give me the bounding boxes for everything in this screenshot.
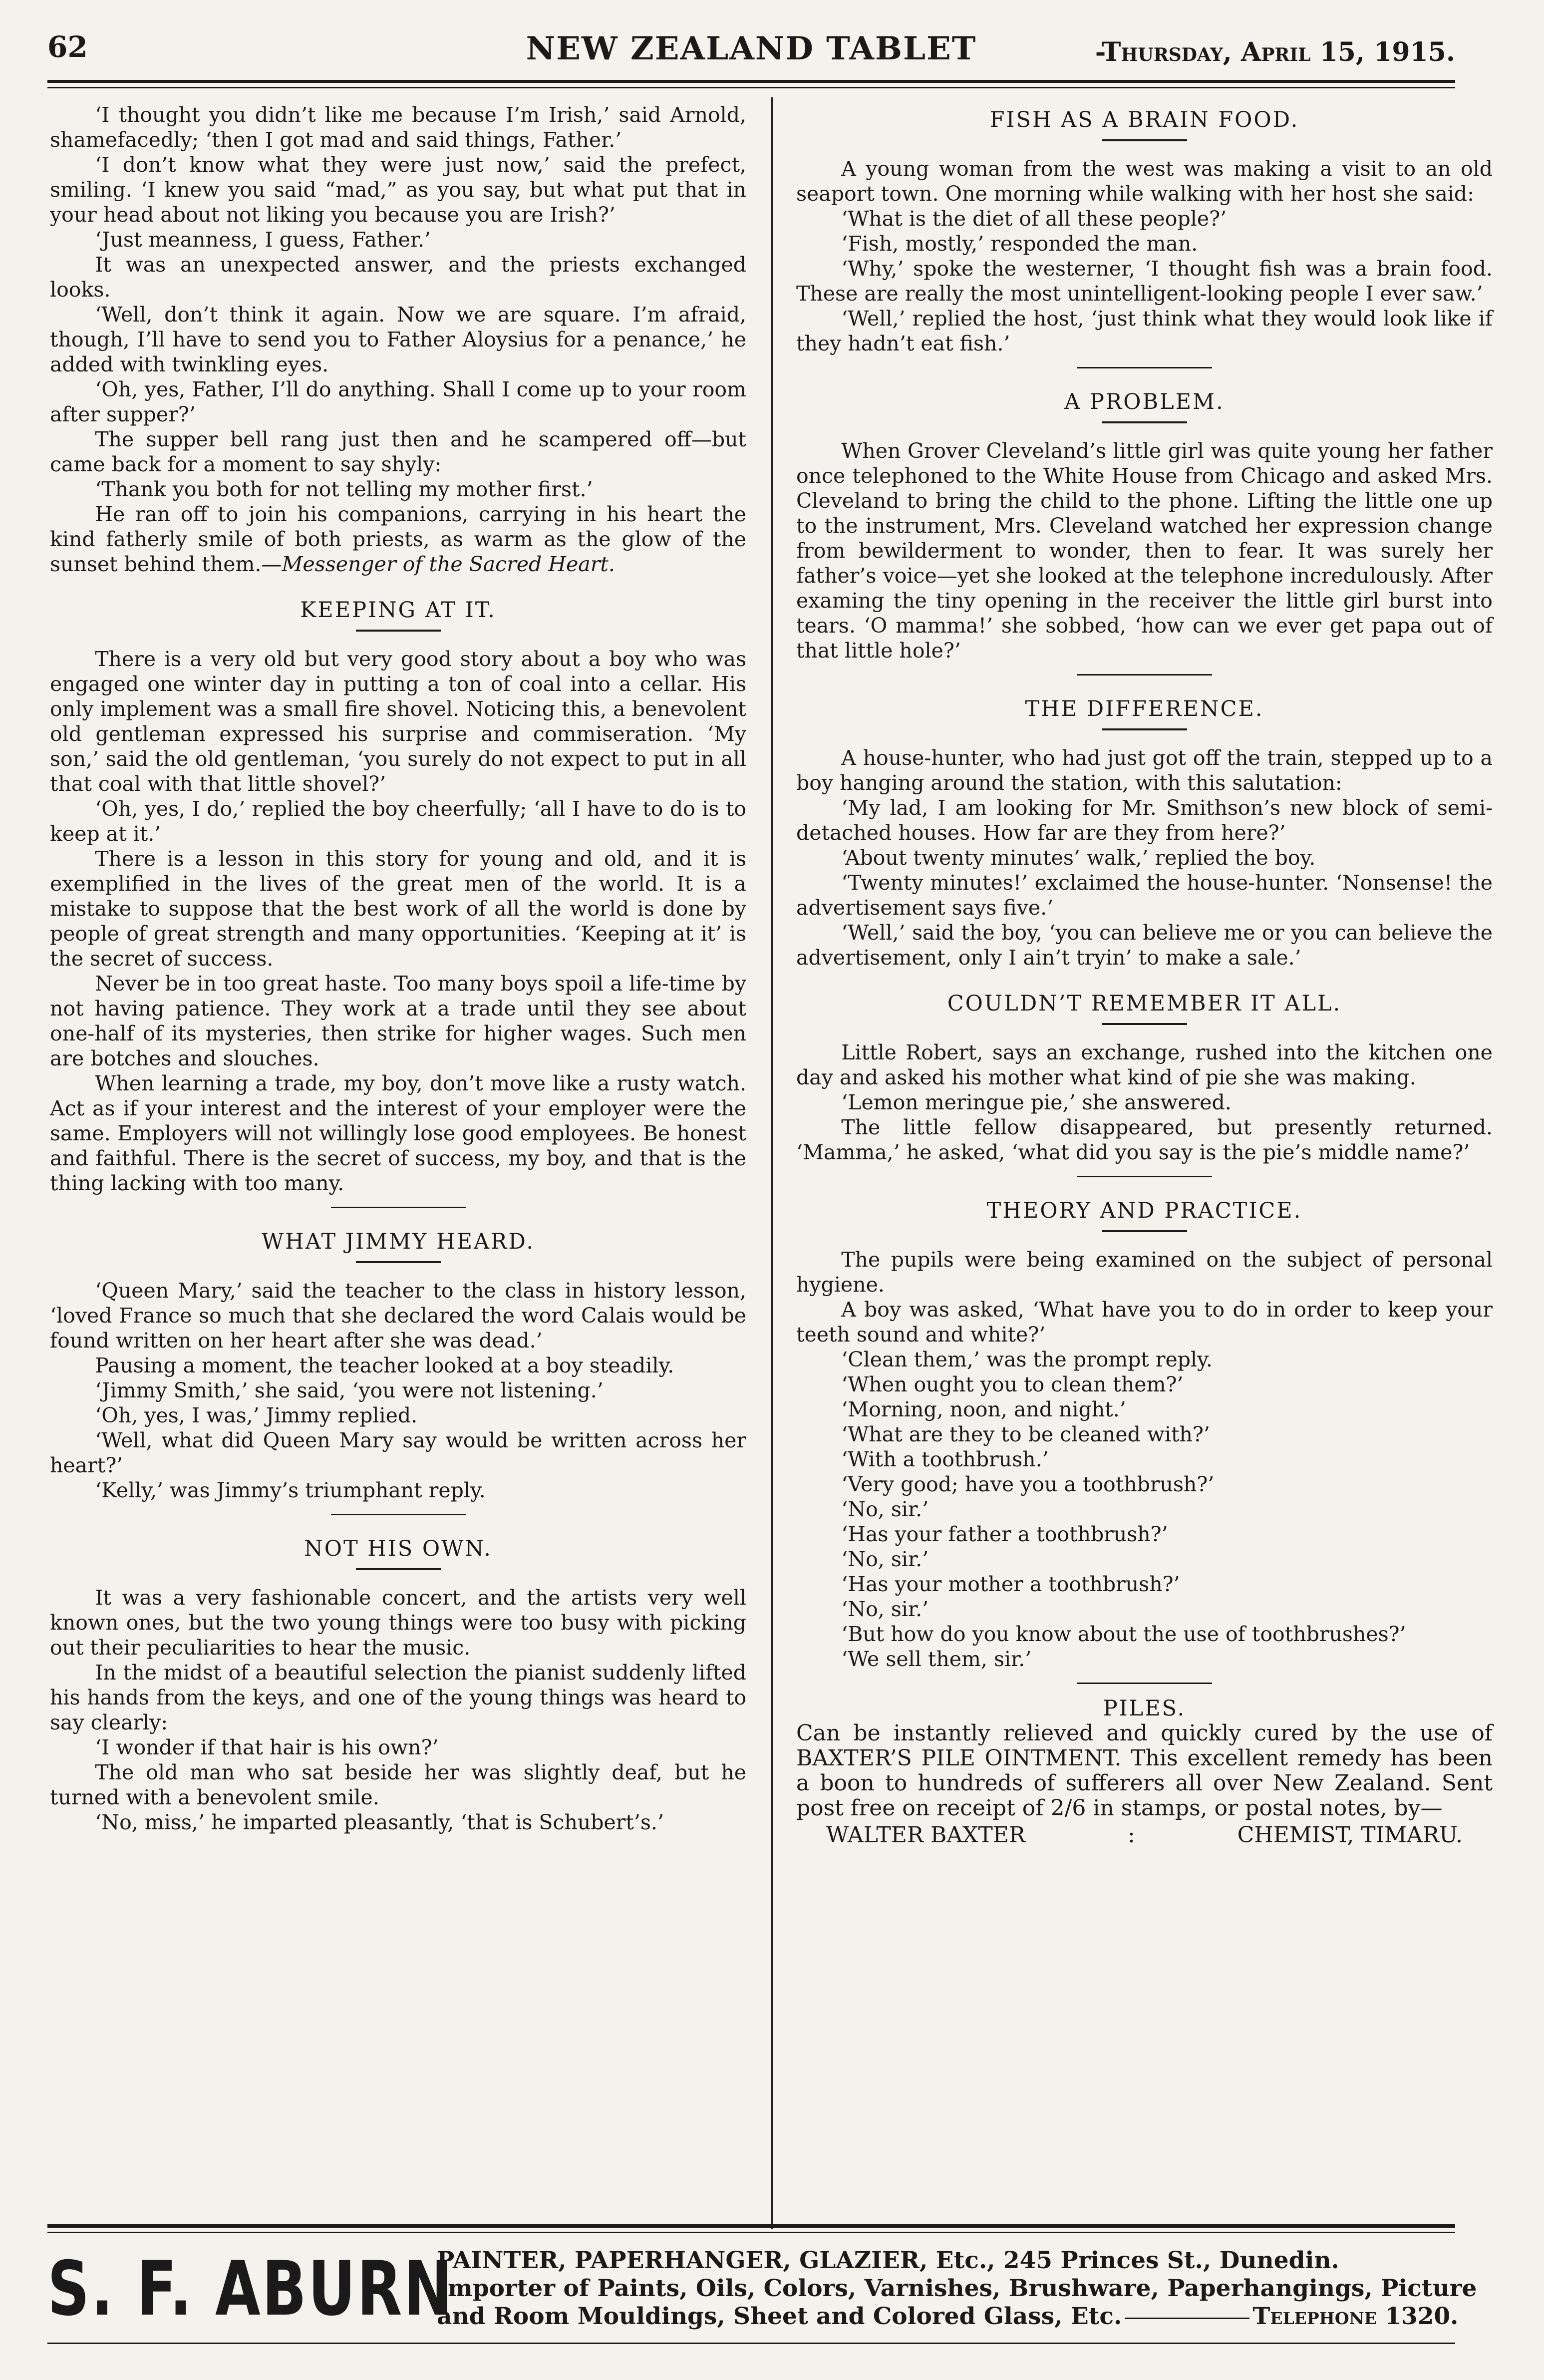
paragraph: ‘But how do you know about the use of toothbrushes?’ <box>841 1622 1406 1646</box>
advert-signature <box>796 1823 1493 1848</box>
paragraph: ‘I don’t know what they were just now,’ said the prefect, smiling. ‘I knew you said “mad,” as you say, but what put that in your head about not liking you because you are Irish?’ <box>50 153 746 227</box>
section-heading: KEEPING AT IT. <box>300 598 496 623</box>
heading-rule <box>1102 421 1187 423</box>
heading-rule <box>1102 139 1187 141</box>
paragraph-text: He ran off to join his companions, carrying in his heart the kind fatherly smile of both priests, as warm as the glow of the sunset behind them.— <box>50 502 746 576</box>
section-heading: NOT HIS OWN. <box>304 1536 492 1561</box>
paragraph: ‘Well, what did Queen Mary say would be written across her heart?’ <box>50 1428 746 1477</box>
article-the-difference <box>796 745 1493 970</box>
article-couldnt-remember <box>796 1040 1493 1165</box>
paragraph: ‘We sell them, sir.’ <box>841 1647 1032 1671</box>
heading-rule <box>1102 728 1187 730</box>
paragraph: ‘What are they to be cleaned with?’ <box>841 1422 1210 1446</box>
section-heading: THEORY AND PRACTICE. <box>986 1198 1302 1223</box>
heading-rule <box>356 1261 441 1263</box>
column-divider <box>771 97 773 2229</box>
advert-line: PAINTER, PAPERHANGER, GLAZIER, Etc., 245 Princes St., Dunedin. <box>437 2247 1339 2274</box>
paragraph: The supper bell rang just then and he scampered off—but came back for a moment to say shyly: <box>50 427 746 476</box>
advert-text: Can be instantly relieved and quickly cured by the use of BAXTER’S PILE OINTMENT. This excellent remedy has been a boon to hundreds of sufferers all over New Zealand. Sent post free on receipt of 2/6 in stamps, or postal notes, by— <box>796 1720 1493 1821</box>
paragraph: ‘Thank you both for not telling my mother first.’ <box>95 477 593 501</box>
paragraph: When Grover Cleveland’s little girl was quite young her father once telephoned to the White House from Chicago and asked Mrs. Cleveland to bring the child to the phone. Lifting the little one up to the instrument, Mrs. Cleveland watched her expression change from bewilderment to wonder, then to fear. It was surely her father’s voice—yet she looked at the telephone incredulously. After examing the tiny opening in the receiver the little girl burst into tears. ‘O mamma!’ she sobbed, ‘how can we ever get papa out of that little hole?’ <box>796 439 1493 663</box>
section-rule <box>1077 1683 1212 1684</box>
paragraph: The little fellow disappeared, but presently returned. ‘Mamma,’ he asked, ‘what did you say is the pie’s middle name?’ <box>796 1115 1493 1164</box>
paragraph: The old man who sat beside her was slightly deaf, but he turned with a benevolent smile. <box>50 1760 746 1809</box>
section-heading: THE DIFFERENCE. <box>1025 696 1264 721</box>
advertiser-name: WALTER BAXTER <box>826 1822 1026 1848</box>
telephone-number: Telephone 1320. <box>1252 2303 1459 2330</box>
section-heading: A PROBLEM. <box>1064 389 1225 414</box>
paragraph: ‘No, sir.’ <box>841 1497 929 1521</box>
signature-separator: : <box>1127 1822 1135 1848</box>
paragraph: A young woman from the west was making a visit to an old seaport town. One morning while walking with her host she said: <box>796 157 1493 206</box>
paragraph: ‘I thought you didn’t like me because I’m Irish,’ said Arnold, shamefacedly; ‘then I got mad and said things, Father.’ <box>50 103 746 152</box>
article-keeping-at-it <box>50 647 746 1196</box>
paragraph: ‘When ought you to clean them?’ <box>841 1372 1184 1396</box>
paragraph: Little Robert, says an exchange, rushed into the kitchen one day and asked his mother what kind of pie she was making. <box>796 1040 1493 1089</box>
paragraph: ‘About twenty minutes’ walk,’ replied the boy. <box>841 846 1316 870</box>
paragraph: ‘Clean them,’ was the prompt reply. <box>841 1348 1213 1371</box>
paragraph: ‘Twenty minutes!’ exclaimed the house-hunter. ‘Nonsense! the advertisement says five.’ <box>796 871 1493 920</box>
paragraph: ‘Oh, yes, I was,’ Jimmy replied. <box>95 1403 418 1427</box>
issue-date: -Thursday, April 15, 1915. <box>1095 37 1455 67</box>
paragraph: ‘No, sir.’ <box>841 1597 929 1621</box>
paragraph: The pupils were being examined on the subject of personal hygiene. <box>796 1248 1493 1297</box>
advert-line-text: and Room Mouldings, Sheet and Colored Glass, Etc. <box>437 2303 1122 2330</box>
phone-leader-rule <box>1125 2318 1249 2319</box>
masthead <box>47 26 1455 76</box>
paragraph: ‘With a toothbrush.’ <box>841 1447 1049 1471</box>
section-heading: COULDN’T REMEMBER IT ALL. <box>947 991 1342 1016</box>
heading-rule <box>356 630 441 632</box>
paragraph: It was a very fashionable concert, and the artists very well known ones, but the two young things were too busy with picking out their peculiarities to hear the music. <box>50 1586 746 1660</box>
section-heading: WHAT JIMMY HEARD. <box>261 1229 535 1254</box>
masthead-rule <box>47 80 1455 88</box>
article-theory-and-practice <box>796 1247 1493 1672</box>
source-credit: Messenger of the Sacred Heart. <box>282 552 615 576</box>
paragraph: ‘Why,’ spoke the westerner, ‘I thought fish was a brain food. These are really the most unintelligent-looking people I ever saw.’ <box>796 257 1493 306</box>
advertiser-location: CHEMIST, TIMARU. <box>1237 1822 1463 1848</box>
paragraph: In the midst of a beautiful selection the pianist suddenly lifted his hands from the keys, and one of the young things was heard to say clearly: <box>50 1661 746 1734</box>
section-heading: FISH AS A BRAIN FOOD. <box>989 107 1299 132</box>
left-column <box>50 102 746 1835</box>
heading-rule <box>1102 1023 1187 1025</box>
section-rule <box>1077 1176 1212 1177</box>
page-number: 62 <box>47 30 88 64</box>
advertiser-wordmark: S. F. ABURN <box>47 2246 454 2333</box>
article-fish-as-brain-food <box>796 156 1493 356</box>
paragraph: ‘Has your father a toothbrush?’ <box>841 1522 1168 1546</box>
paragraph: Pausing a moment, the teacher looked at a boy steadily. <box>95 1354 674 1377</box>
advert-top-rule-thin <box>47 2232 1455 2233</box>
paragraph: ‘Well, don’t think it again. Now we are square. I’m afraid, though, I’ll have to send you to Father Aloysius for a penance,’ he added with twinkling eyes. <box>50 303 746 376</box>
section-rule <box>331 1207 466 1208</box>
paragraph: ‘Well,’ said the boy, ‘you can believe me or you can believe the advertisement, only I ain’t tryin’ to make a sale.’ <box>796 921 1493 970</box>
paragraph: ‘Lemon meringue pie,’ she answered. <box>841 1090 1232 1114</box>
article-what-jimmy-heard <box>50 1278 746 1503</box>
bottom-advertisement <box>47 2246 1477 2333</box>
advert-top-rule <box>47 2224 1455 2228</box>
advert-details <box>437 2247 1477 2331</box>
section-rule <box>1077 674 1212 676</box>
paragraph: ‘Oh, yes, Father, I’ll do anything. Shall I come up to your room after supper?’ <box>50 377 746 426</box>
paragraph: ‘Oh, yes, I do,’ replied the boy cheerfully; ‘all I have to do is to keep at it.’ <box>50 797 746 846</box>
paragraph: ‘Queen Mary,’ said the teacher to the class in history lesson, ‘loved France so much that she declared the word Calais would be found written on her heart after she was dead.’ <box>50 1279 746 1353</box>
paragraph: ‘Morning, noon, and night.’ <box>841 1397 1126 1421</box>
paragraph: ‘What is the diet of all these people?’ <box>841 207 1227 231</box>
newspaper-title: NEW ZEALAND TABLET <box>526 30 977 67</box>
paragraph: A boy was asked, ‘What have you to do in order to keep your teeth sound and white?’ <box>796 1298 1493 1347</box>
heading-rule <box>356 1568 441 1570</box>
article-a-problem <box>796 438 1493 663</box>
paragraph: ‘Fish, mostly,’ responded the man. <box>841 232 1198 256</box>
paragraph: ‘Jimmy Smith,’ she said, ‘you were not listening.’ <box>95 1378 604 1402</box>
advert-piles <box>796 1721 1493 1848</box>
paragraph: ‘Has your mother a toothbrush?’ <box>841 1572 1180 1596</box>
paragraph: When learning a trade, my boy, don’t move like a rusty watch. Act as if your interest and the interest of your employer were the same. Employers will not willingly lose good employees. Be honest and faithful. There is the secret of success, my boy, and that is the thing lacking with too many. <box>50 1071 746 1195</box>
section-rule <box>1077 367 1212 368</box>
page-bottom-rule <box>47 2343 1455 2344</box>
paragraph: A house-hunter, who had just got off the train, stepped up to a boy hanging around the station, with this salutation: <box>796 746 1493 795</box>
paragraph: ‘Very good; have you a toothbrush?’ <box>841 1472 1215 1496</box>
paragraph: ‘My lad, I am looking for Mr. Smithson’s new block of semi-detached houses. How far are they from here?’ <box>796 796 1493 845</box>
paragraph: ‘Well,’ replied the host, ‘just think what they would look like if they hadn’t eat fish.’ <box>796 307 1493 355</box>
paragraph: There is a lesson in this story for young and old, and it is exemplified in the lives of the great men of the world. It is a mistake to suppose that the best work of all the world is done by people of great strength and many opportunities. ‘Keeping at it’ is the secret of success. <box>50 847 746 971</box>
paragraph: ‘I wonder if that hair is his own?’ <box>95 1735 439 1759</box>
right-column <box>796 102 1493 1848</box>
section-rule <box>331 1514 466 1515</box>
heading-rule <box>1102 1230 1187 1232</box>
paragraph: ‘Just meanness, I guess, Father.’ <box>95 228 431 252</box>
paragraph: Never be in too great haste. Too many boys spoil a life-time by not having patience. They work at a trade until they see about one-half of its mysteries, then strike for higher wages. Such men are botches and slouches. <box>50 972 746 1070</box>
advert-line: Importer of Paints, Oils, Colors, Varnishes, Brushware, Paperhangings, Picture <box>437 2275 1477 2302</box>
section-heading: PILES. <box>1103 1696 1186 1721</box>
paragraph: There is a very old but very good story about a boy who was engaged one winter day in putting a ton of coal into a cellar. His only implement was a small fire shovel. Noticing this, a benevolent old gentleman expressed his surprise and commiseration. ‘My son,’ said the old gentleman, ‘you surely do not expect to put in all that coal with that little shovel?’ <box>50 647 746 796</box>
paragraph-with-source <box>50 502 746 577</box>
paragraph: ‘Kelly,’ was Jimmy’s triumphant reply. <box>95 1478 486 1502</box>
paragraph: ‘No, sir.’ <box>841 1547 929 1571</box>
story-conclusion <box>50 102 746 577</box>
advert-line <box>437 2303 1459 2331</box>
article-not-his-own <box>50 1585 746 1835</box>
paragraph: It was an unexpected answer, and the priests exchanged looks. <box>50 253 746 302</box>
paragraph: ‘No, miss,’ he imparted pleasantly, ‘that is Schubert’s.’ <box>95 1810 664 1834</box>
